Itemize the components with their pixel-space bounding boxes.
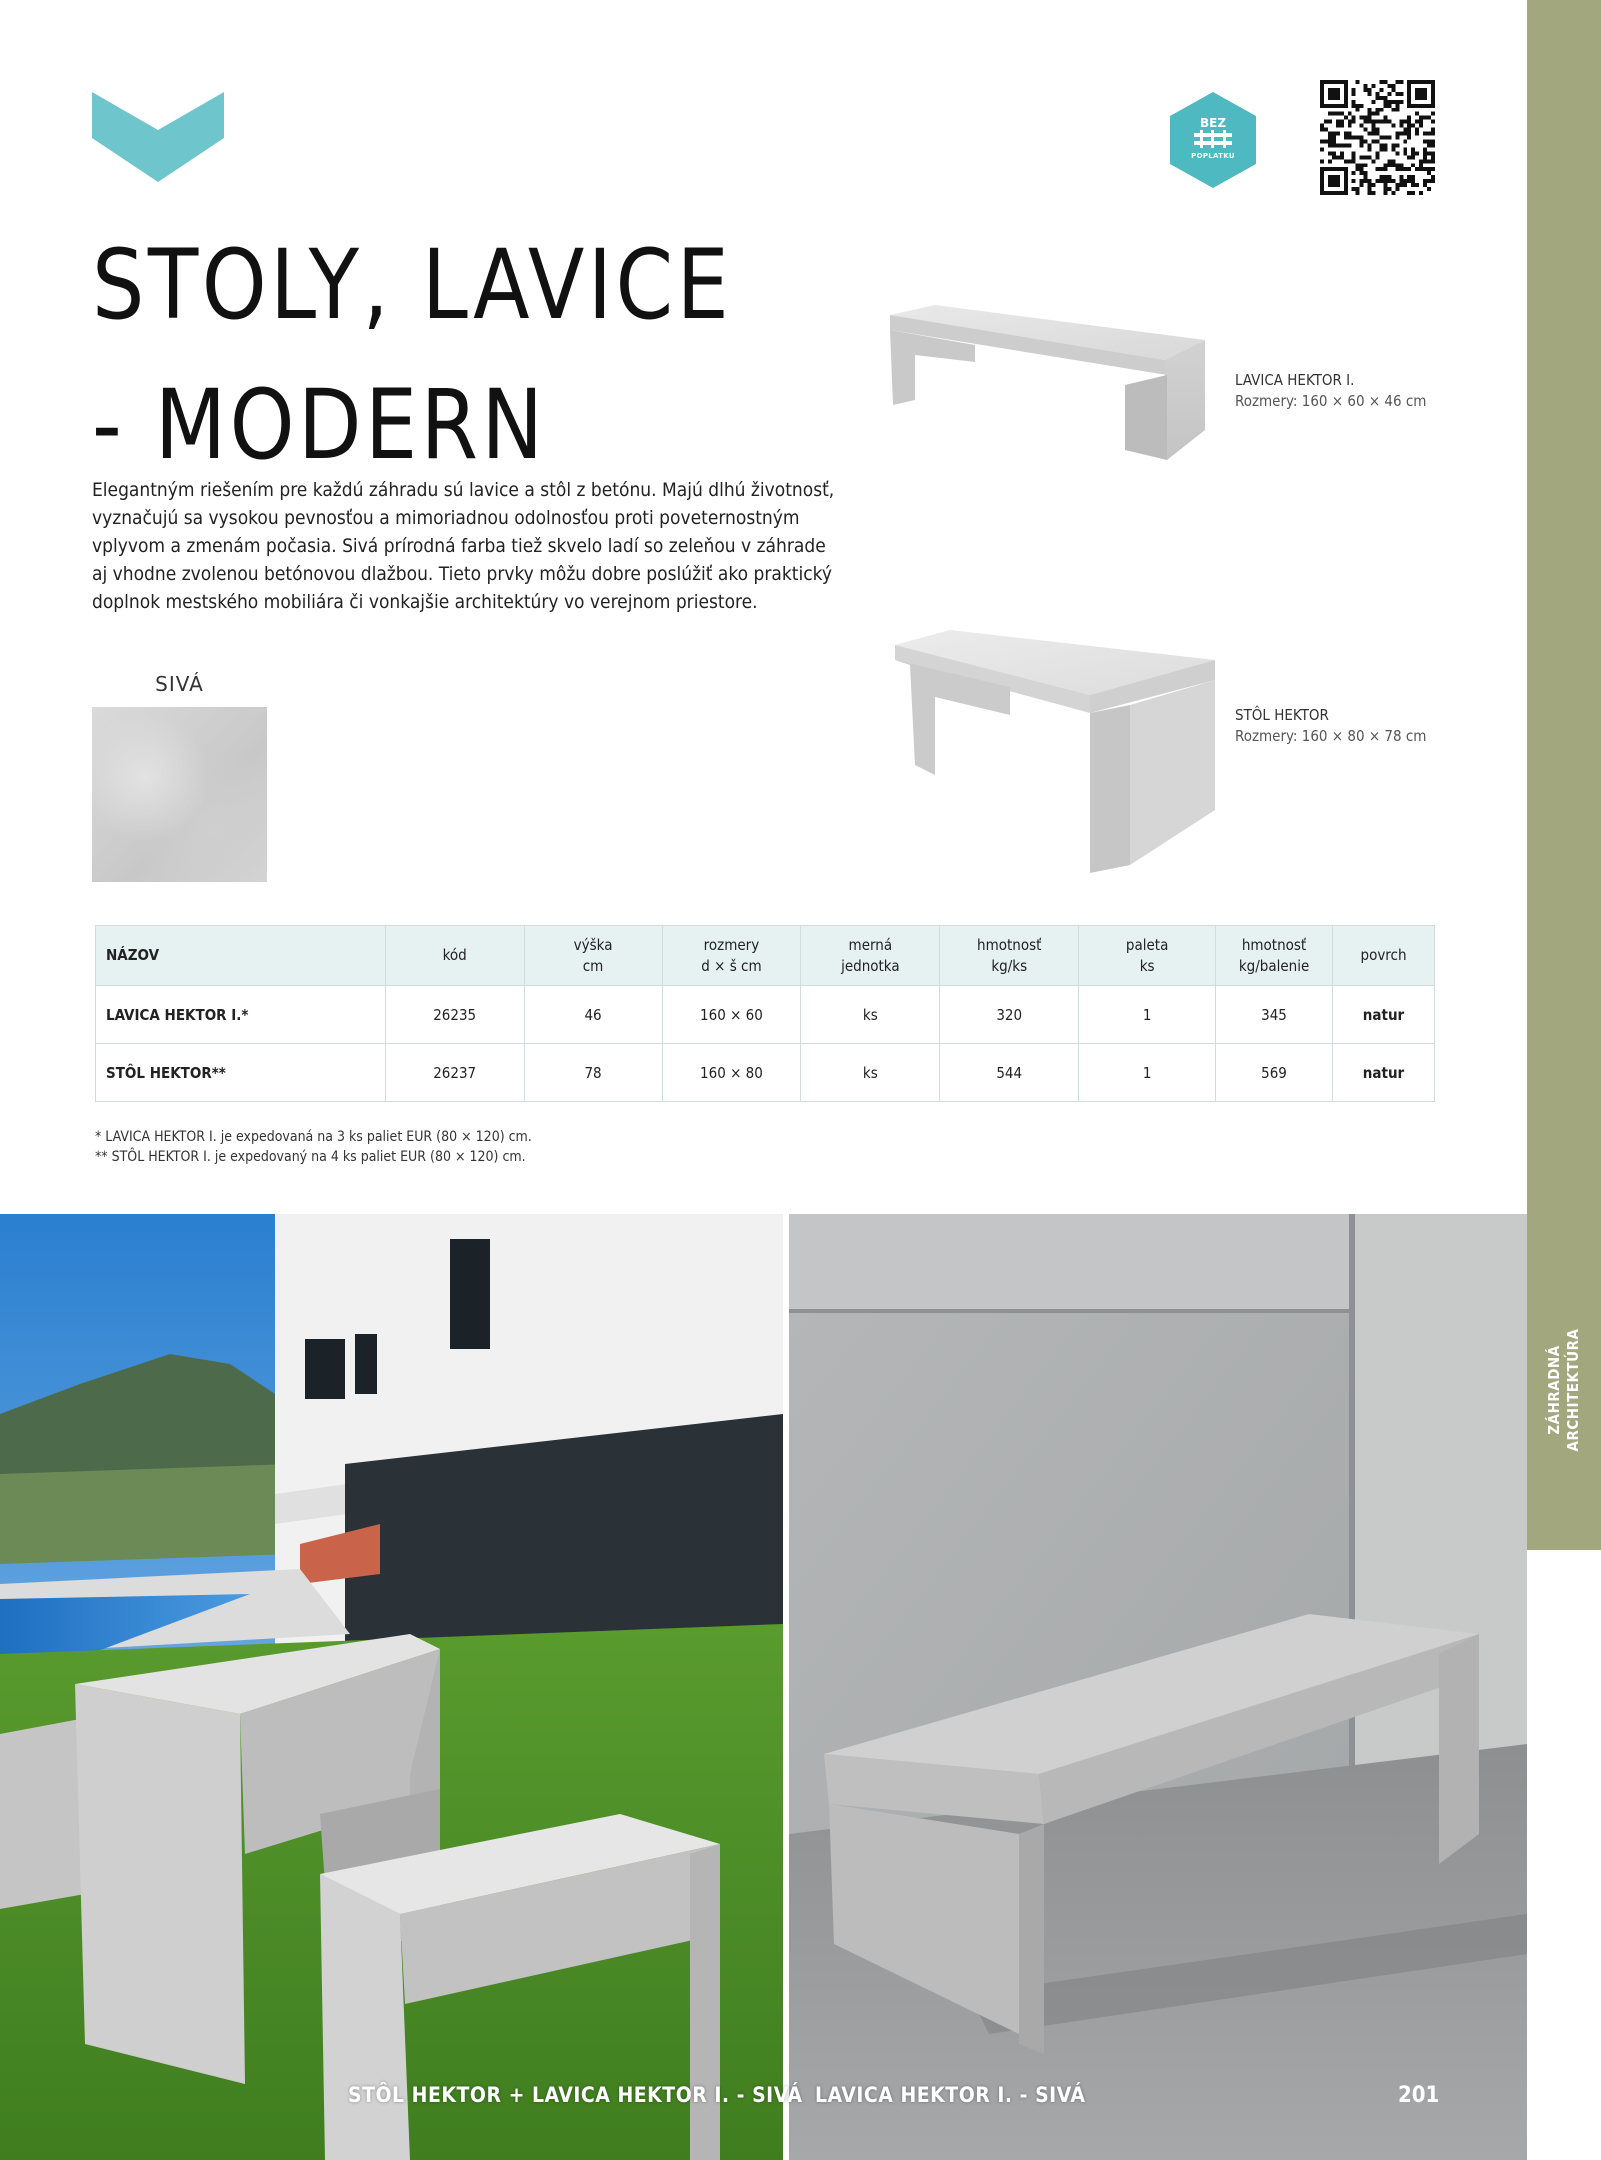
intro-line: vyznačujú sa vysokou pevnosťou a mimoriadnou odolnosťou proti poveternostným: [92, 507, 800, 529]
cell-code: 26235: [385, 986, 524, 1044]
hexagon-badge-icon: [1168, 90, 1258, 190]
intro-paragraph: [92, 476, 912, 616]
swatch-label: SIVÁ: [155, 672, 204, 696]
table-row: [96, 1044, 1435, 1102]
bench-name: LAVICA HEKTOR I.: [1235, 371, 1355, 389]
side-label-line1: ZÁHRADNÁ: [1545, 1345, 1563, 1435]
header-height: výška cm: [524, 926, 662, 986]
side-category-label: [1527, 1290, 1601, 1490]
no-fee-badge: [1168, 90, 1258, 190]
gray-color-swatch: [92, 707, 267, 882]
garden-photo: [0, 1214, 783, 2160]
intro-line: Elegantným riešením pre každú záhradu sú lavice a stôl z betónu. Majú dlhú životnosť,: [92, 479, 835, 501]
header-pallet: paleta ks: [1079, 926, 1216, 986]
cell-weight: 320: [940, 986, 1079, 1044]
table-row: [96, 986, 1435, 1044]
header-weight-per-piece: hmotnosť kg/ks: [940, 926, 1079, 986]
table-name: STÔL HEKTOR: [1235, 706, 1329, 724]
cell-height: 46: [524, 986, 662, 1044]
cell-package-weight: 569: [1216, 1044, 1333, 1102]
cell-weight: 544: [940, 1044, 1079, 1102]
badge-top-text: BEZ: [1199, 116, 1227, 130]
cell-name: LAVICA HEKTOR I.*: [96, 986, 386, 1044]
side-category-band: [1527, 0, 1601, 1550]
chevron-logo-icon: [92, 92, 224, 182]
cell-pallet: 1: [1079, 986, 1216, 1044]
table-product-image: [890, 625, 1220, 875]
table-dims: Rozmery: 160 × 80 × 78 cm: [1235, 727, 1427, 745]
page-title: [92, 215, 732, 495]
footnote: * LAVICA HEKTOR I. je expedovaná na 3 ks paliet EUR (80 × 120) cm.: [95, 1129, 532, 1145]
intro-line: vplyvom a zmenám počasia. Sivá prírodná farba tiež skvelo ladí so zeleňou v záhrade: [92, 535, 826, 557]
cell-name: STÔL HEKTOR**: [96, 1044, 386, 1102]
cell-pallet: 1: [1079, 1044, 1216, 1102]
side-label-line2: ARCHITEKTÚRA: [1564, 1328, 1582, 1452]
cell-dimensions: 160 × 80: [662, 1044, 801, 1102]
header-weight-per-package: hmotnosť kg/balenie: [1216, 926, 1333, 986]
header-code: kód: [385, 926, 524, 986]
bench-product-image: [885, 300, 1215, 470]
header-name: NÁZOV: [96, 926, 386, 986]
cell-unit: ks: [801, 986, 940, 1044]
right-photo-caption: LAVICA HEKTOR I. - SIVÁ: [815, 2083, 1086, 2107]
cell-code: 26237: [385, 1044, 524, 1102]
intro-line: aj vhodne zvolenou betónovou dlažbou. Tieto prvky môžu dobre poslúžiť ako praktický: [92, 563, 832, 585]
qr-code[interactable]: [1320, 80, 1435, 195]
cell-package-weight: 345: [1216, 986, 1333, 1044]
header-unit: merná jednotka: [801, 926, 940, 986]
cell-unit: ks: [801, 1044, 940, 1102]
intro-line: doplnok mestského mobiliára či vonkajšie architektúry vo verejnom priestore.: [92, 591, 758, 613]
title-line-2: - MODERN: [92, 369, 547, 481]
header-dimensions: rozmery d × š cm: [662, 926, 801, 986]
bench-dims: Rozmery: 160 × 60 × 46 cm: [1235, 392, 1427, 410]
cell-surface: natur: [1333, 986, 1435, 1044]
footnote: ** STÔL HEKTOR I. je expedovaný na 4 ks paliet EUR (80 × 120) cm.: [95, 1149, 526, 1165]
cell-surface: natur: [1333, 1044, 1435, 1102]
header-surface: povrch: [1333, 926, 1435, 986]
bench-caption: [1235, 370, 1426, 412]
footnotes: [95, 1127, 532, 1167]
specification-table: [95, 925, 1435, 1102]
table-header-row: [96, 926, 1435, 986]
page-number: 201: [1398, 2083, 1440, 2108]
title-line-1: STOLY, LAVICE: [92, 229, 733, 341]
badge-bottom-text: POPLATKU: [1191, 152, 1235, 160]
cell-dimensions: 160 × 60: [662, 986, 801, 1044]
bench-wall-photo: [789, 1214, 1527, 2160]
left-photo-caption: STÔL HEKTOR + LAVICA HEKTOR I. - SIVÁ: [348, 2083, 803, 2107]
cell-height: 78: [524, 1044, 662, 1102]
table-caption: [1235, 705, 1426, 747]
